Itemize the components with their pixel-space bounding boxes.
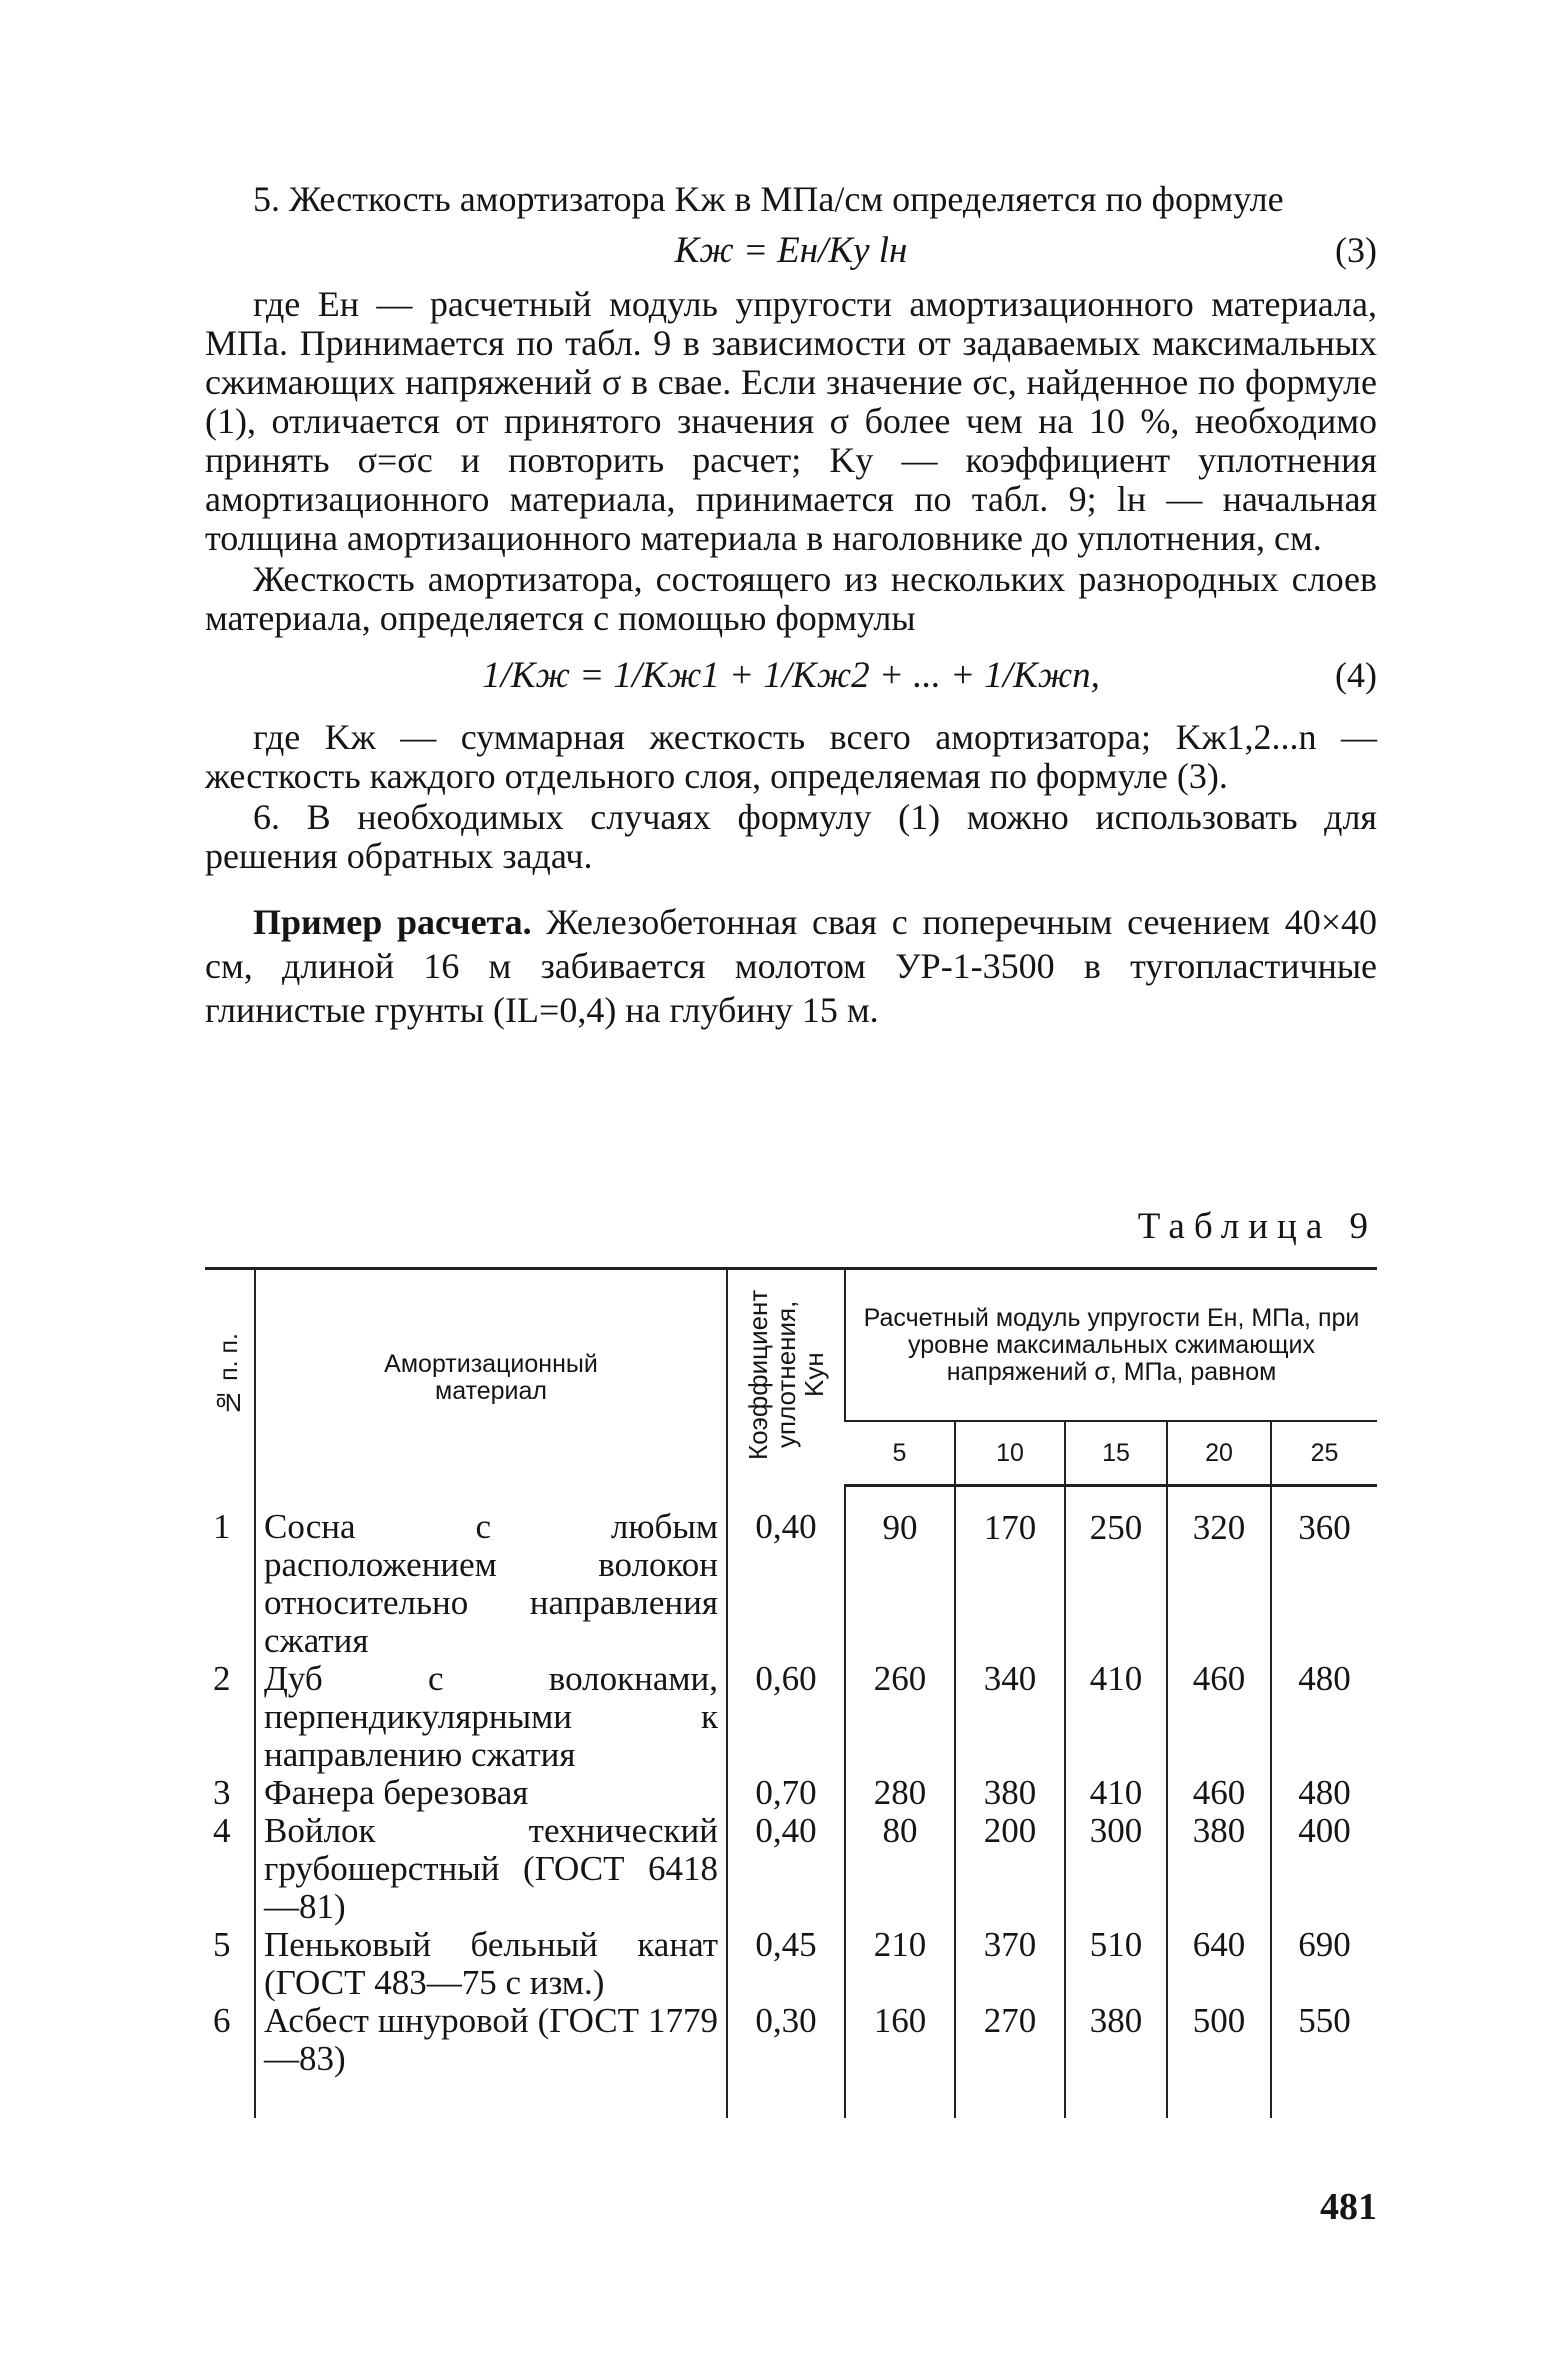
row-number: 6 — [213, 2000, 231, 2040]
header-sigma-15: 15 — [1065, 1421, 1167, 1486]
formula-4-expression: 1/Kж = 1/Kж1 + 1/Kж2 + ... + 1/Kжn, — [482, 655, 1100, 696]
paragraph-where-1: где Eн — расчетный модуль упругости амортизационного материала, МПа. Принимается по табл. 9 в зависимости от задаваемых максимальных сжимающих напряжений σ в свае. Если значение σc, найденное по формуле (1), отличается от принятого значения σ более чем на 10 %, необходимо принять σ=σc и повторить расчет; Kу — коэффициент уплотнения амортизационного материала, принимается по табл. 9; lн — начальная толщина амортизационного материала в наголовнике до уплотнения, см. — [205, 284, 1377, 558]
header-sigma-5: 5 — [845, 1421, 955, 1486]
page-number: 481 — [1320, 2186, 1377, 2228]
row-e10: 270 — [955, 2002, 1065, 2118]
row-e10: 380 — [955, 1774, 1065, 1812]
paragraph-example — [205, 900, 1377, 1032]
row-coefficient: 0,40 — [727, 1486, 845, 1660]
paragraph-5: 5. Жесткость амортизатора Kж в МПа/см определяется по формуле — [253, 179, 1284, 219]
formula-4 — [205, 638, 1377, 710]
row-material: Войлок технический грубошерстный (ГОСТ 6418—81) — [255, 1812, 727, 1926]
table-row — [205, 2002, 1377, 2118]
row-coefficient: 0,60 — [727, 1660, 845, 1774]
header-sigma-20: 20 — [1167, 1421, 1271, 1486]
header-num: № п. п. — [205, 1269, 255, 1486]
row-number: 5 — [213, 1924, 231, 1964]
formula-3-number: (3) — [1335, 230, 1377, 270]
body-text — [205, 180, 1377, 1032]
example-text: Железобетонная свая с поперечным сечением 40×40 см, длиной 16 м забивается молотом УР-1-3500 в тугопластичные глинистые грунты (IL=0,4) на глубину 15 м. — [205, 902, 1378, 1030]
row-e5: 160 — [845, 2002, 955, 2118]
formula-3-expression: Kж = Eн/Kу lн — [674, 230, 908, 271]
row-number: 1 — [213, 1506, 231, 1546]
row-e25: 360 — [1271, 1486, 1377, 1660]
row-e20: 640 — [1167, 1926, 1271, 2002]
row-e25: 690 — [1271, 1926, 1377, 2002]
formula-4-number: (4) — [1335, 655, 1377, 695]
header-coefficient: Коэффициент уплотнения, Kун — [727, 1269, 845, 1486]
row-number: 2 — [213, 1658, 231, 1698]
row-material: Фанера березовая — [255, 1774, 727, 1812]
row-e20: 460 — [1167, 1660, 1271, 1774]
row-e10: 200 — [955, 1812, 1065, 1926]
table-row — [205, 1486, 1377, 1660]
table-row — [205, 1774, 1377, 1812]
row-material: Пеньковый бельный канат (ГОСТ 483—75 с изм.) — [255, 1926, 727, 2002]
row-e5: 80 — [845, 1812, 955, 1926]
row-e10: 340 — [955, 1660, 1065, 1774]
table-row — [205, 1812, 1377, 1926]
row-e15: 380 — [1065, 2002, 1167, 2118]
row-e20: 320 — [1167, 1486, 1271, 1660]
table-caption: Таблица 9 — [1137, 1206, 1377, 1247]
row-e20: 380 — [1167, 1812, 1271, 1926]
header-sigma-25: 25 — [1271, 1421, 1377, 1486]
row-e10: 170 — [955, 1486, 1065, 1660]
row-e5: 90 — [845, 1486, 955, 1660]
table-row — [205, 1660, 1377, 1774]
table-row — [205, 1926, 1377, 2002]
row-e20: 500 — [1167, 2002, 1271, 2118]
header-sigma-10: 10 — [955, 1421, 1065, 1486]
row-e5: 210 — [845, 1926, 955, 2002]
row-e15: 300 — [1065, 1812, 1167, 1926]
row-e15: 510 — [1065, 1926, 1167, 2002]
row-e25: 550 — [1271, 2002, 1377, 2118]
table-header-row — [205, 1269, 1377, 1422]
row-material: Сосна с любым расположением волокон относительно направления сжатия — [255, 1486, 727, 1660]
header-modulus: Расчетный модуль упругости Eн, МПа, при уровне максимальных сжимающих напряжений σ, МПа, равном — [845, 1269, 1377, 1422]
paragraph-where-2: где Kж — суммарная жесткость всего амортизатора; Kж1,2...n — жесткость каждого отдельного слоя, определяемая по формуле (3). — [205, 717, 1377, 796]
row-number: 3 — [213, 1772, 231, 1812]
example-label: Пример расчета. — [253, 902, 532, 942]
formula-3 — [205, 219, 1377, 281]
row-material: Асбест шнуровой (ГОСТ 1779—83) — [255, 2002, 727, 2118]
header-material: Амортизационный материал — [255, 1269, 727, 1486]
row-e15: 250 — [1065, 1486, 1167, 1660]
row-material: Дуб с волокнами, перпендикулярными к направлению сжатия — [255, 1660, 727, 1774]
row-e15: 410 — [1065, 1660, 1167, 1774]
table-9 — [205, 1267, 1377, 2118]
row-coefficient: 0,30 — [727, 2002, 845, 2118]
row-e20: 460 — [1167, 1774, 1271, 1812]
row-e15: 410 — [1065, 1774, 1167, 1812]
row-e25: 480 — [1271, 1774, 1377, 1812]
row-coefficient: 0,40 — [727, 1812, 845, 1926]
paragraph-6: 6. В необходимых случаях формулу (1) можно использовать для решения обратных задач. — [205, 797, 1377, 876]
row-number: 4 — [213, 1810, 231, 1850]
row-e5: 260 — [845, 1660, 955, 1774]
paragraph-layers: Жесткость амортизатора, состоящего из нескольких разнородных слоев материала, определяется с помощью формулы — [205, 559, 1377, 638]
row-e25: 400 — [1271, 1812, 1377, 1926]
row-e10: 370 — [955, 1926, 1065, 2002]
row-coefficient: 0,45 — [727, 1926, 845, 2002]
row-coefficient: 0,70 — [727, 1774, 845, 1812]
row-e25: 480 — [1271, 1660, 1377, 1774]
row-e5: 280 — [845, 1774, 955, 1812]
